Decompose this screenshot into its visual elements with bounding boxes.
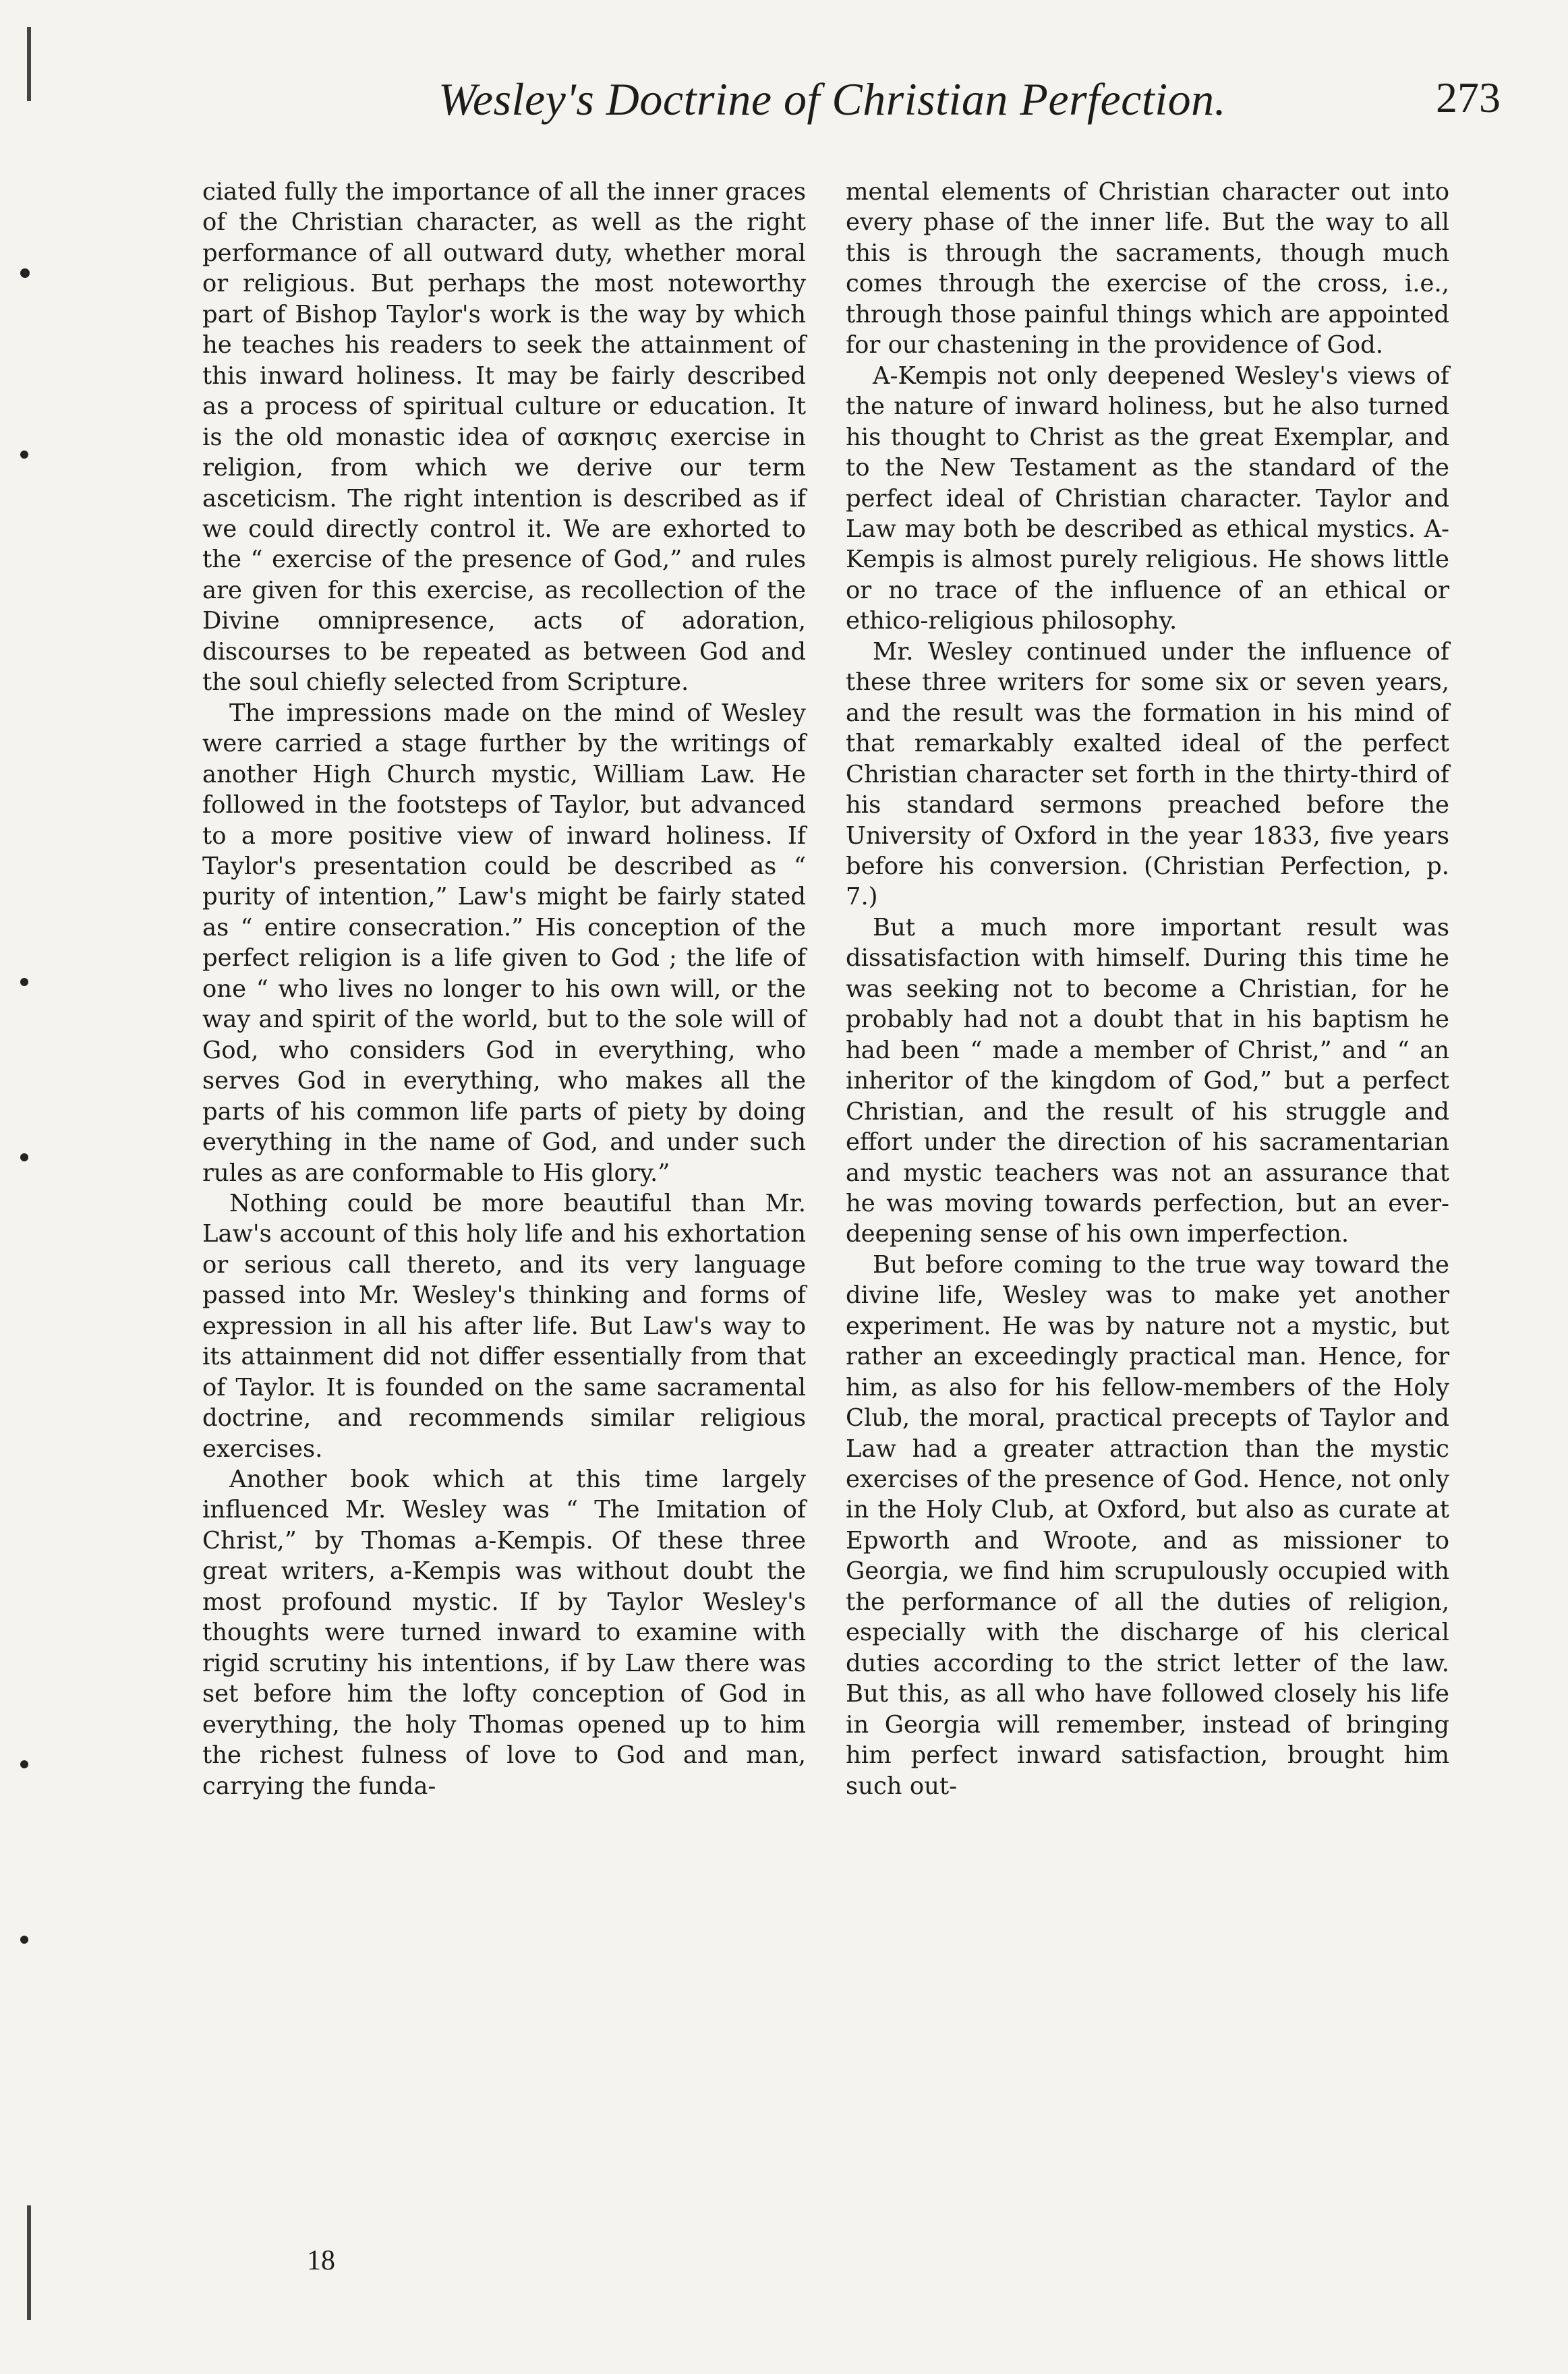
left-paragraph-3: Nothing could be more beautiful than Mr. Law's account of this holy life and his exhortation or serious call thereto, and its very language passed into Mr. Wesley's thinking and forms of expression in all his after life. But Law's way to its attainment did not differ essentially from that of Taylor. It is founded on the same sacramental doctrine, and recommends similar religious exercises. — [202, 1189, 806, 1463]
right-paragraph-5: But before coming to the true way toward the divine life, Wesley was to make yet another experiment. He was by nature not a mystic, but rather an exceedingly practical man. Hence, for him, as also for his fellow-members of the Holy Club, the moral, practical precepts of Taylor and Law had a greater attraction than the mystic exercises of the presence of God. Hence, not only in the Holy Club, at Oxford, but also as curate at Epworth and Wroote, and as missioner to Georgia, we find him scrupulously occupied with the performance of all the duties of religion, especially with the discharge of his clerical duties according to the strict letter of the law. But this, as all who have followed closely his life in Georgia will remember, instead of bringing him perfect inward satisfaction, brought him such out- — [846, 1250, 1449, 1800]
scan-dot — [20, 451, 28, 459]
left-paragraph-4: Another book which at this time largely influenced Mr. Wesley was “ The Imitation of Christ,” by Thomas a-Kempis. Of these three great writers, a-Kempis was without doubt the most profound mystic. If by Taylor Wesley's thoughts were turned inward to examine with rigid scrutiny his intentions, if by Law there was set before him the lofty conception of God in everything, the holy Thomas opened up to him the richest fulness of love to God and man, carrying the funda- — [202, 1466, 806, 1800]
scan-dot — [20, 1936, 28, 1944]
signature-mark: 18 — [307, 2245, 335, 2276]
right-paragraph-4: But a much more important result was dissatisfaction with himself. During this time he was seeking not to become a Christian, for he probably had not a doubt that in his baptism he had been “ made a member of Christ,” and “ an inheritor of the kingdom of God,” but a perfect Christian, and the result of his struggle and effort under the direction of his sacramentarian and mystic teachers was not an assurance that he was moving towards perfection, but an ever-deepening sense of his own imperfection. — [846, 913, 1449, 1248]
page-header — [0, 67, 1568, 148]
right-paragraph-2: A-Kempis not only deepened Wesley's views of the nature of inward holiness, but he also turned his thought to Christ as the great Exemplar, and to the New Testament as the standard of the perfect ideal of Christian character. Taylor and Law may both be described as ethical mystics. A-Kempis is almost purely religious. He shows little or no trace of the influence of an ethical or ethico-religious philosophy. — [846, 361, 1449, 635]
left-paragraph-1: ciated fully the importance of all the inner graces of the Christian character, as well as the right performance of all outward duty, whether moral or religious. But perhaps the most noteworthy part of Bishop Taylor's work is the way by which he teaches his readers to seek the attainment of this inward holiness. It may be fairly described as a process of spiritual culture or education. It is the old monastic idea of ασκησις exercise in religion, from which we derive our term asceticism. The right intention is described as if we could directly control it. We are exhorted to the “ exercise of the presence of God,” and rules are given for this exercise, as recollection of the Divine omnipresence, acts of adoration, discourses to be repeated as between God and the soul chiefly selected from Scripture. — [202, 178, 806, 697]
right-column — [846, 177, 1449, 1801]
scan-edge-bottom — [27, 2205, 31, 2320]
scan-dot — [20, 978, 28, 986]
left-paragraph-2: The impressions made on the mind of Wesley were carried a stage further by the writings of another High Church mystic, William Law. He followed in the footsteps of Taylor, but advanced to a more positive view of inward holiness. If Taylor's presentation could be described as “ purity of intention,” Law's might be fairly stated as “ entire consecration.” His conception of the perfect religion is a life given to God ; the life of one “ who lives no longer to his own will, or the way and spirit of the world, but to the sole will of God, who considers God in everything, who serves God in everything, who makes all the parts of his common life parts of piety by doing everything in the name of God, and under such rules as are conformable to His glory.” — [202, 699, 806, 1187]
left-column — [202, 177, 806, 1801]
right-paragraph-3: Mr. Wesley continued under the influence of these three writers for some six or seven years, and the result was the formation in his mind of that remarkably exalted ideal of the perfect Christian character set forth in the thirty-third of his standard sermons preached before the University of Oxford in the year 1833, five years before his conversion. (Christian Perfection, p. 7.) — [846, 637, 1449, 911]
running-title: Wesley's Doctrine of Christian Perfection. — [438, 74, 1227, 125]
scan-edge-top — [27, 27, 31, 101]
scan-dot — [20, 268, 30, 278]
right-paragraph-1: mental elements of Christian character out into every phase of the inner life. But the way to all this is through the sacraments, though much comes through the exercise of the cross, i.e., through those painful things which are appointed for our chastening in the providence of God. — [846, 178, 1449, 359]
page-number: 273 — [1436, 74, 1501, 121]
scan-dot — [20, 1760, 28, 1768]
scan-dot — [20, 1153, 28, 1161]
